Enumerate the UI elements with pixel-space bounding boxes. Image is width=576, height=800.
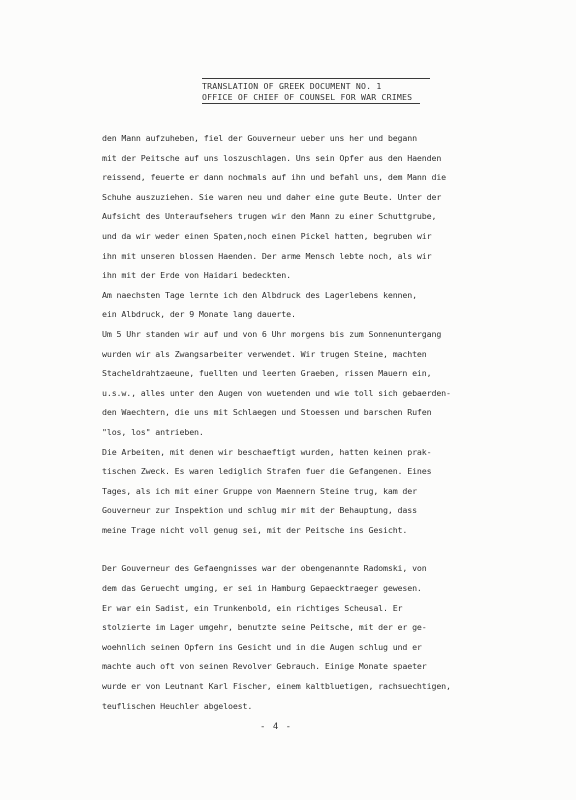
paragraph-gap [102,540,452,559]
header-office: OFFICE OF CHIEF OF COUNSEL FOR WAR CRIMES [202,92,413,102]
text-line: ihn mit unseren blossen Haenden. Der arme Mensch lebte noch, als wir [102,250,432,261]
document-body [102,129,452,716]
document-header [202,78,430,104]
text-line: Am naechsten Tage lernte ich den Albdruck des Lagerlebens kennen, [102,289,417,300]
text-line: Stacheldrahtzaeune, fuellten und leerten Graeben, rissen Mauern ein, [102,368,432,379]
text-line: mit der Peitsche auf uns loszuschlagen. Uns sein Opfer aus den Haenden [102,152,442,163]
text-line: wurden wir als Zwangsarbeiter verwendet. Wir trugen Steine, machten [102,348,427,359]
text-line: Gouverneur zur Inspektion und schlug mir mit der Behauptung, dass [102,505,417,516]
text-line: tischen Zweck. Es waren lediglich Strafen fuer die Gefangenen. Eines [102,466,432,477]
text-line: stolzierte im Lager umgehr, benutzte seine Peitsche, mit der er ge- [102,622,427,633]
text-line: "los, los" antrieben. [102,426,204,437]
text-line: ein Albdruck, der 9 Monate lang dauerte. [102,309,296,320]
paragraph-4 [102,443,452,541]
header-underline [202,103,420,104]
text-line: woehnlich seinen Opfern ins Gesicht und in die Augen schlug und er [102,641,422,652]
paragraph-3 [102,325,452,443]
text-line: ihn mit der Erde von Haidari bedeckten. [102,270,291,281]
text-line: Um 5 Uhr standen wir auf und von 6 Uhr morgens bis zum Sonnenuntergang [102,328,442,339]
text-line: Der Gouverneur des Gefaengnisses war der obengenannte Radomski, von [102,563,427,574]
text-line: den Waechtern, die uns mit Schlaegen und Stoessen und barschen Rufen [102,407,432,418]
text-line: teuflischen Heuchler abgeloest. [102,700,253,711]
text-line: und da wir weder einen Spaten,noch einen Pickel hatten, begruben wir [102,230,432,241]
text-line: reissend, feuerte er dann nochmals auf ihn und befahl uns, dem Mann die [102,172,447,183]
page-number: - 4 - [260,722,293,732]
text-line: Die Arbeiten, mit denen wir beschaeftigt wurden, hatten keinen prak- [102,446,432,457]
text-line: machte auch oft von seinen Revolver Gebrauch. Einige Monate spaeter [102,661,427,672]
text-line: Tages, als ich mit einer Gruppe von Maennern Steine trug, kam der [102,485,417,496]
text-line: Schuhe auszuziehen. Sie waren neu und daher eine gute Beute. Unter der [102,191,442,202]
paragraph-2 [102,286,452,325]
text-line: Aufsicht des Unteraufsehers trugen wir den Mann zu einer Schuttgrube, [102,211,437,222]
text-line: dem das Geruecht umging, er sei in Hamburg Gepaecktraeger gewesen. [102,583,422,594]
header-title: TRANSLATION OF GREEK DOCUMENT NO. 1 [202,81,382,91]
text-line: den Mann aufzuheben, fiel der Gouverneur ueber uns her und begann [102,133,417,143]
paragraph-1 [102,129,452,286]
text-line: u.s.w., alles unter den Augen von wuetenden und wie toll sich gebaerden- [102,387,451,398]
text-line: wurde er von Leutnant Karl Fischer, einem kaltbluetigen, rachsuechtigen, [102,681,451,692]
header-top-rule [202,78,430,79]
text-line: Er war ein Sadist, ein Trunkenbold, ein richtiges Scheusal. Er [102,602,403,613]
paragraph-5 [102,559,452,716]
text-line: meine Trage nicht voll genug sei, mit der Peitsche ins Gesicht. [102,524,408,535]
